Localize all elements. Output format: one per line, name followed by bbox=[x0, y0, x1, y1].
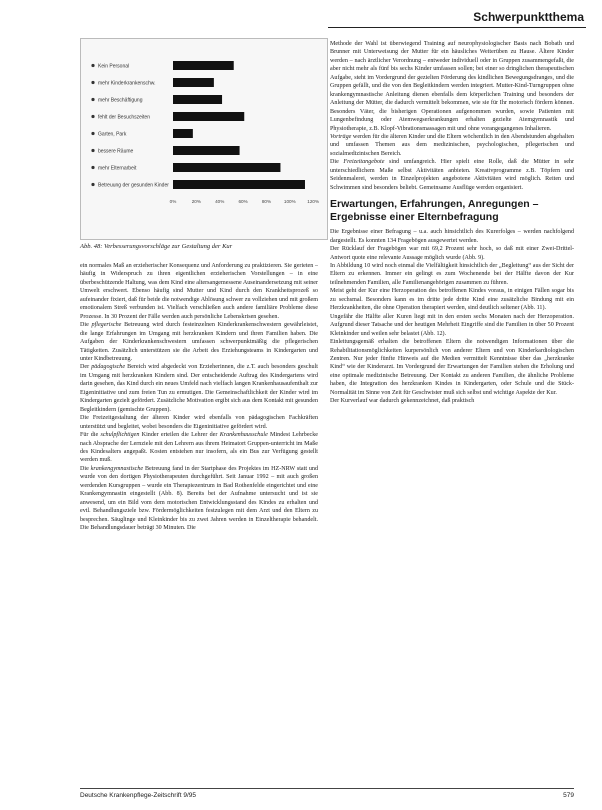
x-tick-label: 20% bbox=[191, 199, 201, 204]
journal-name: Deutsche Krankenpflege-Zeitschrift 9/95 bbox=[80, 792, 196, 799]
x-tick-label: 100% bbox=[283, 199, 296, 204]
left-paragraph-5: Für die schulpflichtigen Kinder erteilen die Lehrer der Krankenhausschule Mindest Lehrbecke nach Absprache der Lernziele mit den Lehrern aus ihrem Heimatort Gruppen-unterricht im Maße des Kindesalters angepaßt. Kosten entstehen nur insofern, als ein Bus zur Verfügung gestellt werden muß. bbox=[80, 432, 318, 464]
figure-box bbox=[80, 38, 328, 240]
bar bbox=[173, 163, 280, 172]
section-header: Schwerpunktthema bbox=[473, 10, 584, 24]
category-marker bbox=[91, 183, 94, 186]
x-tick-label: 80% bbox=[261, 199, 272, 204]
x-tick-label: 60% bbox=[238, 199, 248, 204]
right-paragraph-4: Die Ergebnisse einer Befragung – u.a. auch hinsichtlich des Kurerfolges – werden nachfolgend dargestellt. Es konnten 134 Fragebögen ausgewertet werden. bbox=[330, 229, 574, 244]
bar bbox=[173, 95, 222, 104]
page-footer bbox=[80, 788, 574, 799]
left-paragraph-1: ein normales Maß an erzieherischer Konsequenz und Anforderung zu praktizieren. Sie gerieten – häufig in Widerspruch zu ihren eigentlichen erzieherischen Vorstellungen – in eine überbeschützende Haltung, was dem Kind eine altersangemessene Auseinandersetzung mit seiner Umwelt erschwert. Ebenso häufig sind Mutter und Kind durch den Krankheitsprozeß so aufeinander fixiert, daß für beide die notwendige Ablösung schwer zu vollziehen und mit großem emotionalem Streß verbunden ist. Vielfach verschließen auch andere familiäre Probleme diese Prozesse. In 30 Prozent der Fälle werden auch persönliche Lebenskrisen gesehen. bbox=[80, 263, 318, 320]
right-paragraph-5: Der Rücklauf der Fragebögen war mit 69,2 Prozent sehr hoch, so daß mit einer Zwei-Drittel-Antwort quote eine relevante Aussage möglich wurde (Abb. 9). bbox=[330, 246, 574, 261]
page-number: 579 bbox=[563, 792, 574, 799]
category-label: bessere Räume bbox=[98, 148, 134, 155]
section-title: Erwartungen, Erfahrungen, Anregungen – Ergebnisse einer Elternbefragung bbox=[330, 198, 539, 224]
right-paragraph-7: Meist geht der Kur eine Herzoperation des betroffenen Kindes voraus, in einigen Fällen sogar bis zu sechsmal. Besonders kann es im dritte jede dritte Kind eine zusätzliche Bindung mit ein Herzkrankheiten, die ohne Operation therapiert werden, sind deutlich seltener (Abb. 11). bbox=[330, 288, 574, 312]
right-column bbox=[330, 40, 574, 790]
x-tick-label: 0% bbox=[169, 199, 177, 204]
bar bbox=[173, 146, 240, 155]
right-paragraph-2: Vorträge werden für die älteren Kinder und die Eltern wöchentlich in den Abendstunden abgehalten und umfassen Themen aus dem medizinischen, psychologischen, pflegerischen und sozialmedizinischen Bereich. bbox=[330, 133, 574, 157]
left-paragraph-4: Die Freizeitgestaltung der älteren Kinder wird ebenfalls von pädagogischen Fachkräften unterstützt und begleitet, wobei besonders die Eigeninitiative gefördert wird. bbox=[80, 415, 318, 430]
x-tick-label: 120% bbox=[307, 199, 320, 204]
category-label: fehlt der Besuchszeiten bbox=[98, 114, 150, 121]
category-label: mehr Beschäftigung bbox=[98, 97, 143, 104]
left-paragraph-3: Der pädagogische Bereich wird abgedeckt von Erzieherinnen, die z.T. auch besonders geschult im Umgang mit herzkranken Kindern sind. Der entscheidende Auftrag des Kindergartens wird darin gesehen, das Kind durch ein neues Umfeld nach vielfach langen Krankenhausaufenthalt zur Eigeninitiative und zum freien Tun zu ermutigen. Die Gemeinschaftlichkeit der Kinder wird im Kindergarten gezielt gefördert. Zusätzliche Motivation ergibt sich aus dem Kontakt mit gesunden Begleitkindern (gemischte Gruppen). bbox=[80, 364, 318, 413]
category-marker bbox=[91, 132, 94, 135]
bar bbox=[173, 78, 214, 87]
category-marker bbox=[91, 64, 94, 67]
bar-chart bbox=[81, 39, 327, 239]
category-label: Garten, Park bbox=[98, 131, 127, 138]
bar bbox=[173, 61, 234, 70]
category-marker bbox=[91, 115, 94, 118]
header-rule bbox=[328, 27, 586, 28]
category-marker bbox=[91, 98, 94, 101]
left-paragraph-6: Die krankengymnastische Betreuung fand in der Startphase des Projektes im HZ-NRW statt und wurde von den dortigen Physiotherapeuten durchgeführt. Seit Januar 1992 – mit auch großen werdenden Kursgruppen – wurde ein Therapiezentrum in Bad Rothenfelde eingerichtet und eine Krankengymnastin eingestellt (Abb. 8). Bereits bei der Aufnahme untersucht und ist sie anwesend, um ein Bild vom dem motorischen Entwicklungsstand des Kindes zu erhalten und evtl. Behandlungsziele bzw. Fördermöglichkeiten festzulegen mit dem Arzt und den Eltern zu besprechen. Säuglinge und Kleinkinder bis zu zwei Jahren werden in Einzeltherapie behandelt. Die Behandlungsdauer beträgt 30 Minuten. Die bbox=[80, 465, 318, 532]
right-paragraph-1: Methode der Wahl ist überwiegend Training auf neurophysiologischer Basis nach Bobath und Brunner mit Unterweisung der Mutter für ein häusliches Weiterüben zu Hause. Ältere Kinder werden – nach ärztlicher Verordnung – entweder individuell oder in Gruppen zusammengefaßt, die aber nicht mehr als fünf bis sechs Kinder umfassen sollen; bei einer so dringlichen therapeutischen Aufgabe, steht im Vordergrund der gezielten Förderung des kindlichen Bewegungsdranges, und die Gruppen gefällt, und die von den Begleitkindern werden integriert. Mutter-Kind-Turngruppen ohne krankengymnastische Anleitung dienen ebenfalls dem körperlichen Training und besonders der Anleitung der Mütter, die dadurch vermittelt bekommen, wie sie für Ihr motorisch fördern können. Besonders Väter, die bisherigen Operationen aufgenommen wurden, sowie Patienten mit Lungenbefindung oder Atemwegserkrankungen erhalten gezielte Atemgymnastik und Physiotherapie, z.B. Klopf-Vibrationsmassagen mit und ohne vorangegangenes Inhalieren. bbox=[330, 41, 574, 132]
figure-caption: Abb. 48: Verbesserungsvorschläge zur Gestaltung der Kur bbox=[80, 243, 233, 250]
x-tick-label: 40% bbox=[215, 199, 225, 204]
category-label: mehr Kinderkrankenschw. bbox=[98, 80, 156, 87]
right-paragraph-10: Der Kurverlauf war dadurch gekennzeichnet, daß praktisch bbox=[330, 398, 475, 405]
bar bbox=[173, 180, 305, 189]
category-marker bbox=[91, 166, 94, 169]
left-paragraph-2: Die pflegerische Betreuung wird durch festeinzelnen Kinderkrankenschwestern gewährleistet, die lange Erfahrungen im Umgang mit herzkranken Kindern und ihren Familien haben. Die Aufgaben der Kinderkrankenschwestern umfassen schwerpunktmäßig die pflegerischen Tätigkeiten. Zusätzlich unterstützen sie die Arbeit des Erziehungsteams in Kindergarten und unter Kindbetreuung. bbox=[80, 322, 318, 362]
bar bbox=[173, 129, 193, 138]
bar bbox=[173, 112, 244, 121]
category-label: Kein Personal bbox=[98, 63, 130, 70]
category-label: mehr Elternarbeit bbox=[98, 165, 137, 172]
right-paragraph-3: Die Freizeitangebote sind umfangreich. Hier spielt eine Rolle, daß die Mütter in sehr unterschiedlichem Maße selbst Aktivitäten anbieten. Kreativprogramme z.B. Töpfern und Seidenmalerei, werden in Einzelprojekten angebotene Aktivitäten wird möglich. Reiten und Schwimmen sind besonders beliebt. Gemeinsame Ausflüge werden organisiert. bbox=[330, 159, 574, 191]
right-paragraph-6: In Abbildung 10 wird noch einmal die Vielfältigkeit hinsichtlich der „Begleitung“ aus der Sicht der Eltern zu erkennen. Immer ein gelingt es zum Wochenende bei der Hälfte davon der Kur teilnehmenden Familien, alle Familienangehörigen zusammen zu führen. bbox=[330, 262, 574, 286]
category-marker bbox=[91, 149, 94, 152]
category-marker bbox=[91, 81, 94, 84]
left-column bbox=[80, 262, 318, 790]
category-label: Betreuung der gesunden Kinder bbox=[98, 182, 169, 189]
right-paragraph-8: Ungefähr die Hälfte aller Kuren liegt mit in den ersten sechs Monaten nach der Herzoperation. Aufgrund dieser Tatsache und der heutigen Mehrheit Eingriffe sind die Familien in über 50 Prozent Kleinkinder und weilen sehr belastet (Abb. 12). bbox=[330, 313, 574, 337]
right-paragraph-9: Einleitungsgemäß erhalten die betroffenen Eltern die notwendigen Informationen über die Rehabilitationsmöglichkeiten kurpersönlich von anderer Eltern und von Kinderkardiologischen Zentren. Nur jeder fünfte Hinweis auf die Medien vermittelt Kenntnisse über das „herzkranke Kind“ wie der Kinderarzt. Im Vordergrund der Erwartungen der Familien stehen die Erholung und eine optimale medizinische Betreuung. Der Kontakt zu anderen Familien, die ähnliche Probleme haben, die Integration des herzkranken Kindes in Kindergarten, oder Schule und die Stück- Normalität im Sinne von Zeit für Geschwister muß sich selbst und wichtige Aspekte der Kur. bbox=[330, 339, 574, 396]
